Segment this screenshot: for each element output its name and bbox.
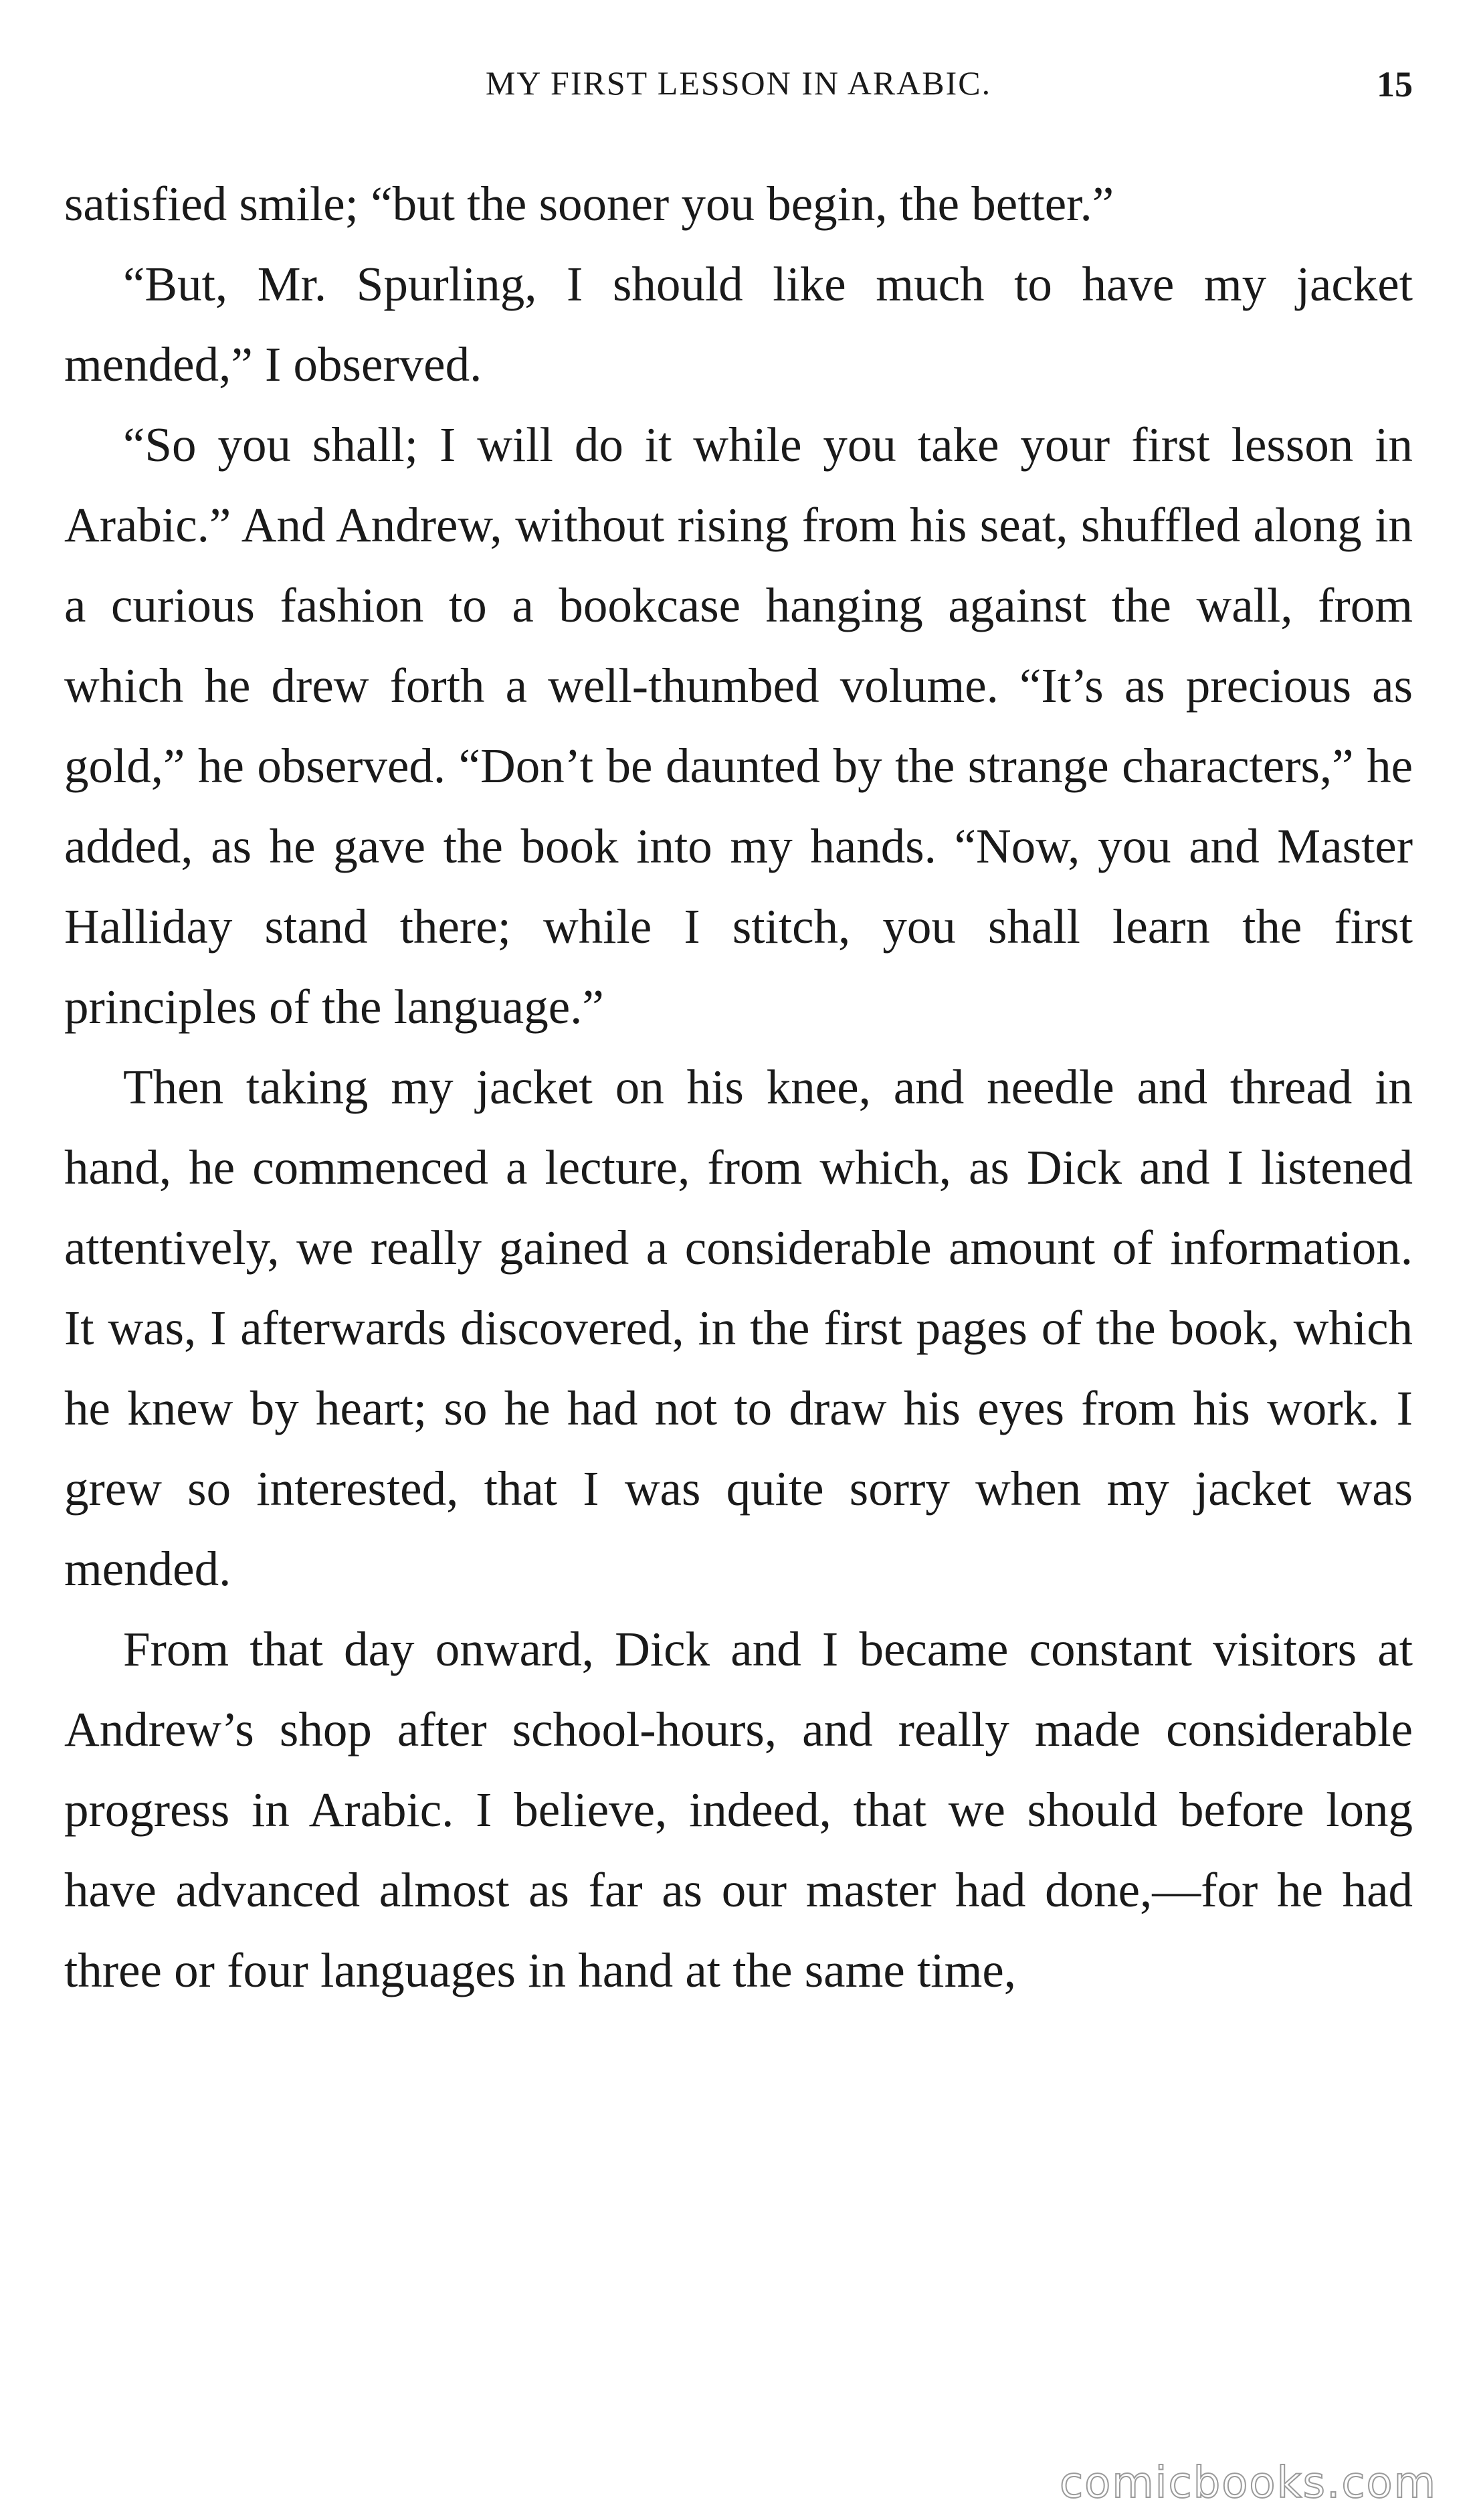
watermark-logo: comicbooks.com — [1059, 2458, 1437, 2508]
paragraph-1: satisfied smile; “but the sooner you begin, the better.” — [64, 177, 1114, 231]
page-number: 15 — [1377, 64, 1413, 104]
running-head: MY FIRST LESSON IN ARABIC. — [485, 64, 992, 102]
page-header — [64, 64, 1413, 110]
paragraph-5: From that day onward, Dick and I became constant visitors at Andrew’s shop after school-hours, and really made considerable progress in Arabic. I believe, indeed, that we should before long have advanced almost as far as our master had done,—for he had three or four languages in hand at the same time, — [64, 1622, 1413, 1997]
paragraph-4: Then taking my jacket on his knee, and needle and thread in hand, he commenced a lecture, from which, as Dick and I listened attentively, we really gained a considerable amount of information. It was, I afterwards discovered, in the first pages of the book, which he knew by heart; so he had not to draw his eyes from his work. I grew so interested, that I was quite sorry when my jacket was mended. — [64, 1060, 1413, 1596]
paragraph-3: “So you shall; I will do it while you take your first lesson in Arabic.” And Andrew, without rising from his seat, shuffled along in a curious fashion to a bookcase hanging against the wall, from which he drew forth a well-thumbed volume. “It’s as precious as gold,” he observed. “Don’t be daunted by the strange characters,” he added, as he gave the book into my hands. “Now, you and Master Halliday stand there; while I stitch, you shall learn the first principles of the language.” — [64, 418, 1413, 1034]
body-text — [64, 164, 1413, 2011]
paragraph-2: “But, Mr. Spurling, I should like much to have my jacket mended,” I observed. — [64, 257, 1413, 391]
